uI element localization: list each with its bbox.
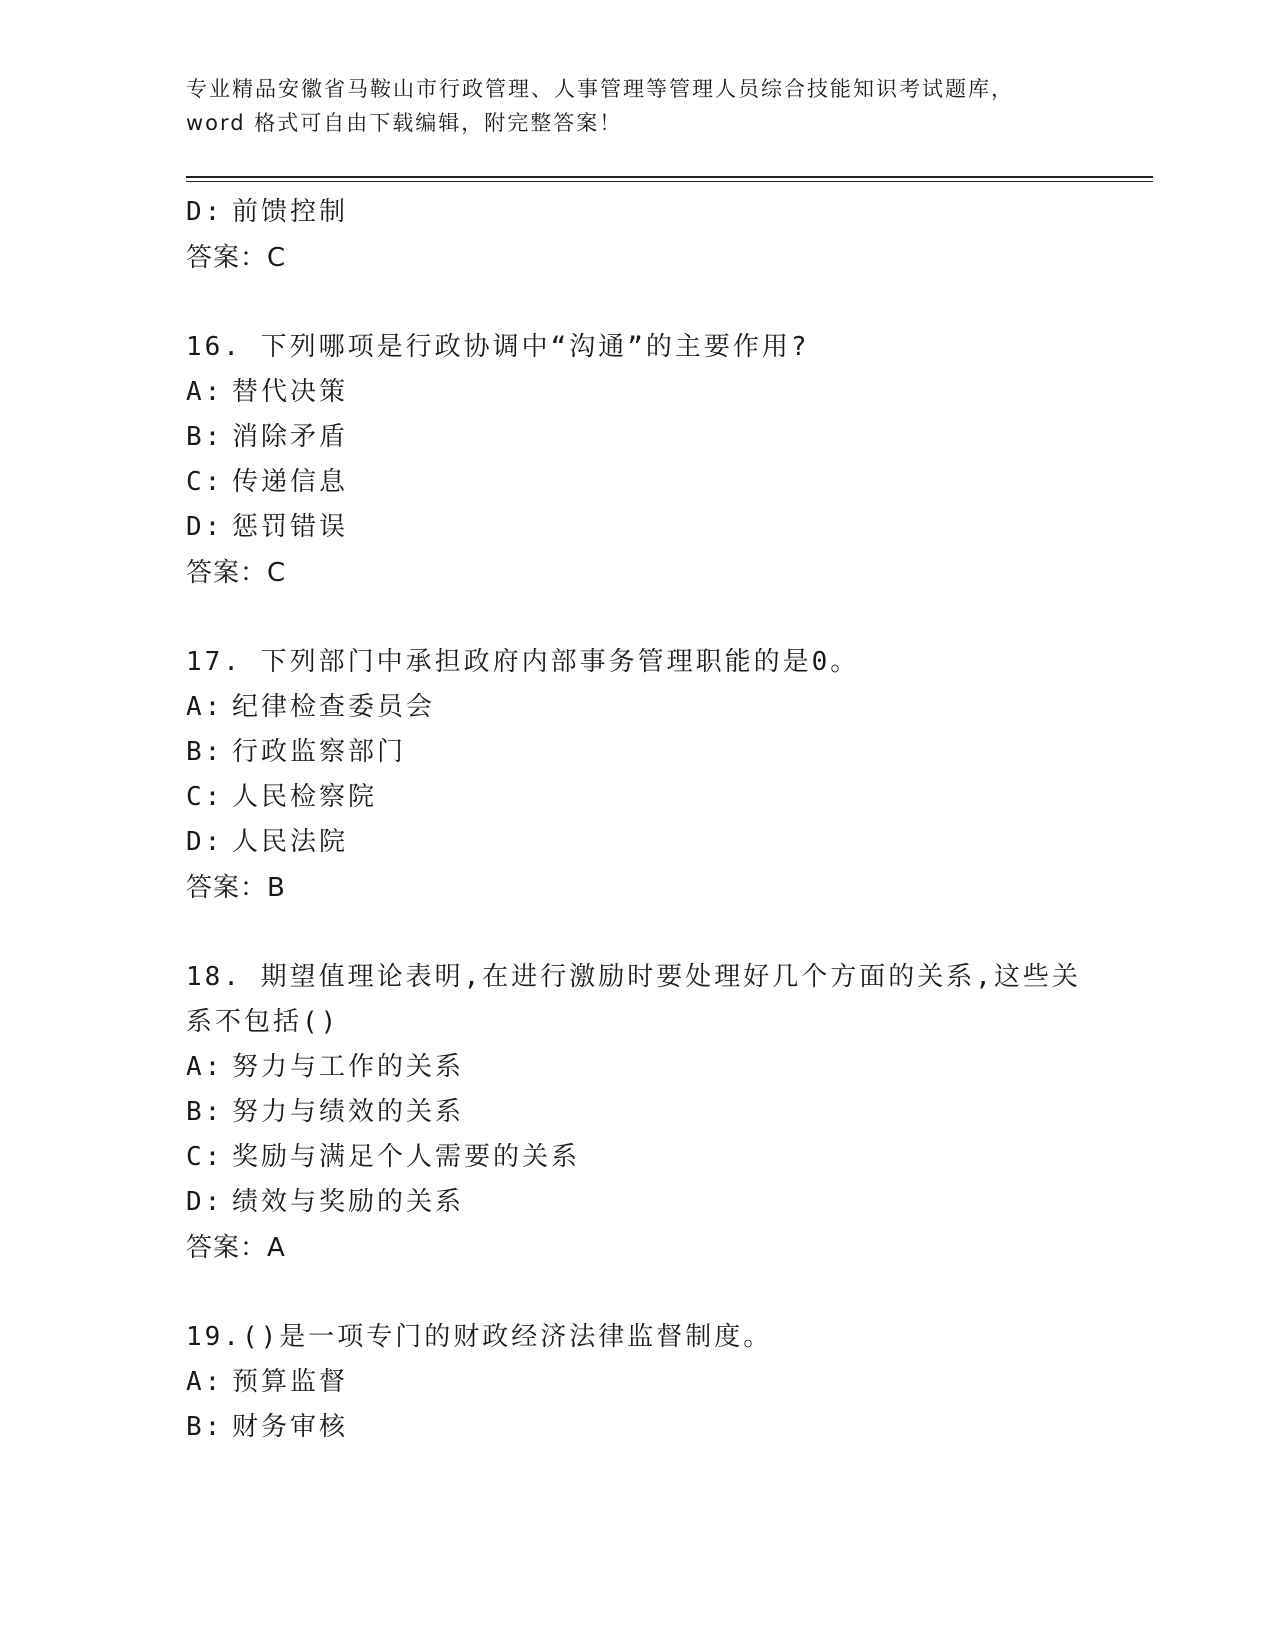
option-text: 前馈控制	[232, 197, 349, 227]
question-stem	[186, 325, 1086, 370]
header-title-line-2: word 格式可自由下载编辑，附完整答案！	[186, 111, 623, 135]
header-title-line-1: 专业精品安徽省马鞍山市行政管理、人事管理等管理人员综合技能知识考试题库，	[186, 77, 1014, 101]
option-d	[186, 190, 1086, 235]
question-18	[186, 955, 1086, 1271]
answer-line: 答案：A	[186, 1233, 286, 1263]
spacer	[186, 281, 1086, 325]
question-text: 下列哪项是行政协调中“沟通”的主要作用?	[260, 332, 810, 362]
question-17	[186, 640, 1086, 911]
option-letter: A:	[186, 377, 224, 407]
option-text: 财务审核	[232, 1412, 349, 1442]
option-letter: D:	[186, 197, 224, 227]
question-stem	[186, 955, 1086, 1000]
option-text: 努力与工作的关系	[232, 1052, 465, 1082]
previous-question-tail	[186, 190, 1086, 281]
question-number: 19.	[186, 1322, 242, 1352]
option-text: 人民检察院	[232, 782, 378, 812]
question-number: 17.	[186, 647, 242, 677]
question-number: 16.	[186, 332, 242, 362]
option-c	[186, 775, 1086, 820]
question-number: 18.	[186, 962, 242, 992]
spacer	[186, 596, 1086, 640]
option-letter: B:	[186, 1097, 224, 1127]
option-d	[186, 505, 1086, 550]
question-list	[186, 190, 1086, 1450]
option-letter: D:	[186, 512, 224, 542]
option-letter: A:	[186, 1367, 224, 1397]
option-a	[186, 370, 1086, 415]
question-text: 期望值理论表明,在进行激励时要处理好几个方面的关系,这些关	[260, 962, 1081, 992]
option-b	[186, 730, 1086, 775]
question-16	[186, 325, 1086, 596]
option-b	[186, 1090, 1086, 1135]
option-c	[186, 1135, 1086, 1180]
option-letter: C:	[186, 467, 224, 497]
answer-line: 答案：B	[186, 873, 286, 903]
question-19	[186, 1315, 1086, 1450]
question-text: ()是一项专门的财政经济法律监督制度。	[241, 1322, 773, 1352]
answer-line: 答案：C	[186, 558, 287, 588]
option-letter: D:	[186, 827, 224, 857]
option-letter: B:	[186, 422, 224, 452]
option-letter: A:	[186, 692, 224, 722]
page-header	[186, 72, 1086, 140]
option-letter: C:	[186, 1142, 224, 1172]
option-text: 消除矛盾	[232, 422, 349, 452]
option-text: 预算监督	[232, 1367, 349, 1397]
header-divider	[186, 176, 1153, 182]
option-text: 纪律检查委员会	[232, 692, 436, 722]
option-letter: C:	[186, 782, 224, 812]
option-a	[186, 1360, 1086, 1405]
option-text: 行政监察部门	[232, 737, 407, 767]
question-stem-continued: 系不包括()	[186, 1007, 340, 1037]
option-b	[186, 415, 1086, 460]
spacer	[186, 911, 1086, 955]
option-text: 传递信息	[232, 467, 349, 497]
option-d	[186, 820, 1086, 865]
answer-line: 答案：C	[186, 243, 287, 273]
option-c	[186, 460, 1086, 505]
option-d	[186, 1180, 1086, 1225]
question-stem	[186, 1315, 1086, 1360]
option-text: 奖励与满足个人需要的关系	[232, 1142, 581, 1172]
option-a	[186, 685, 1086, 730]
option-text: 绩效与奖励的关系	[232, 1187, 465, 1217]
spacer	[186, 1271, 1086, 1315]
option-letter: D:	[186, 1187, 224, 1217]
option-letter: B:	[186, 1412, 224, 1442]
option-text: 努力与绩效的关系	[232, 1097, 465, 1127]
option-b	[186, 1405, 1086, 1450]
option-text: 替代决策	[232, 377, 349, 407]
question-text: 下列部门中承担政府内部事务管理职能的是0。	[260, 647, 860, 677]
option-letter: A:	[186, 1052, 224, 1082]
option-text: 惩罚错误	[232, 512, 349, 542]
option-a	[186, 1045, 1086, 1090]
option-letter: B:	[186, 737, 224, 767]
question-stem	[186, 640, 1086, 685]
option-text: 人民法院	[232, 827, 349, 857]
